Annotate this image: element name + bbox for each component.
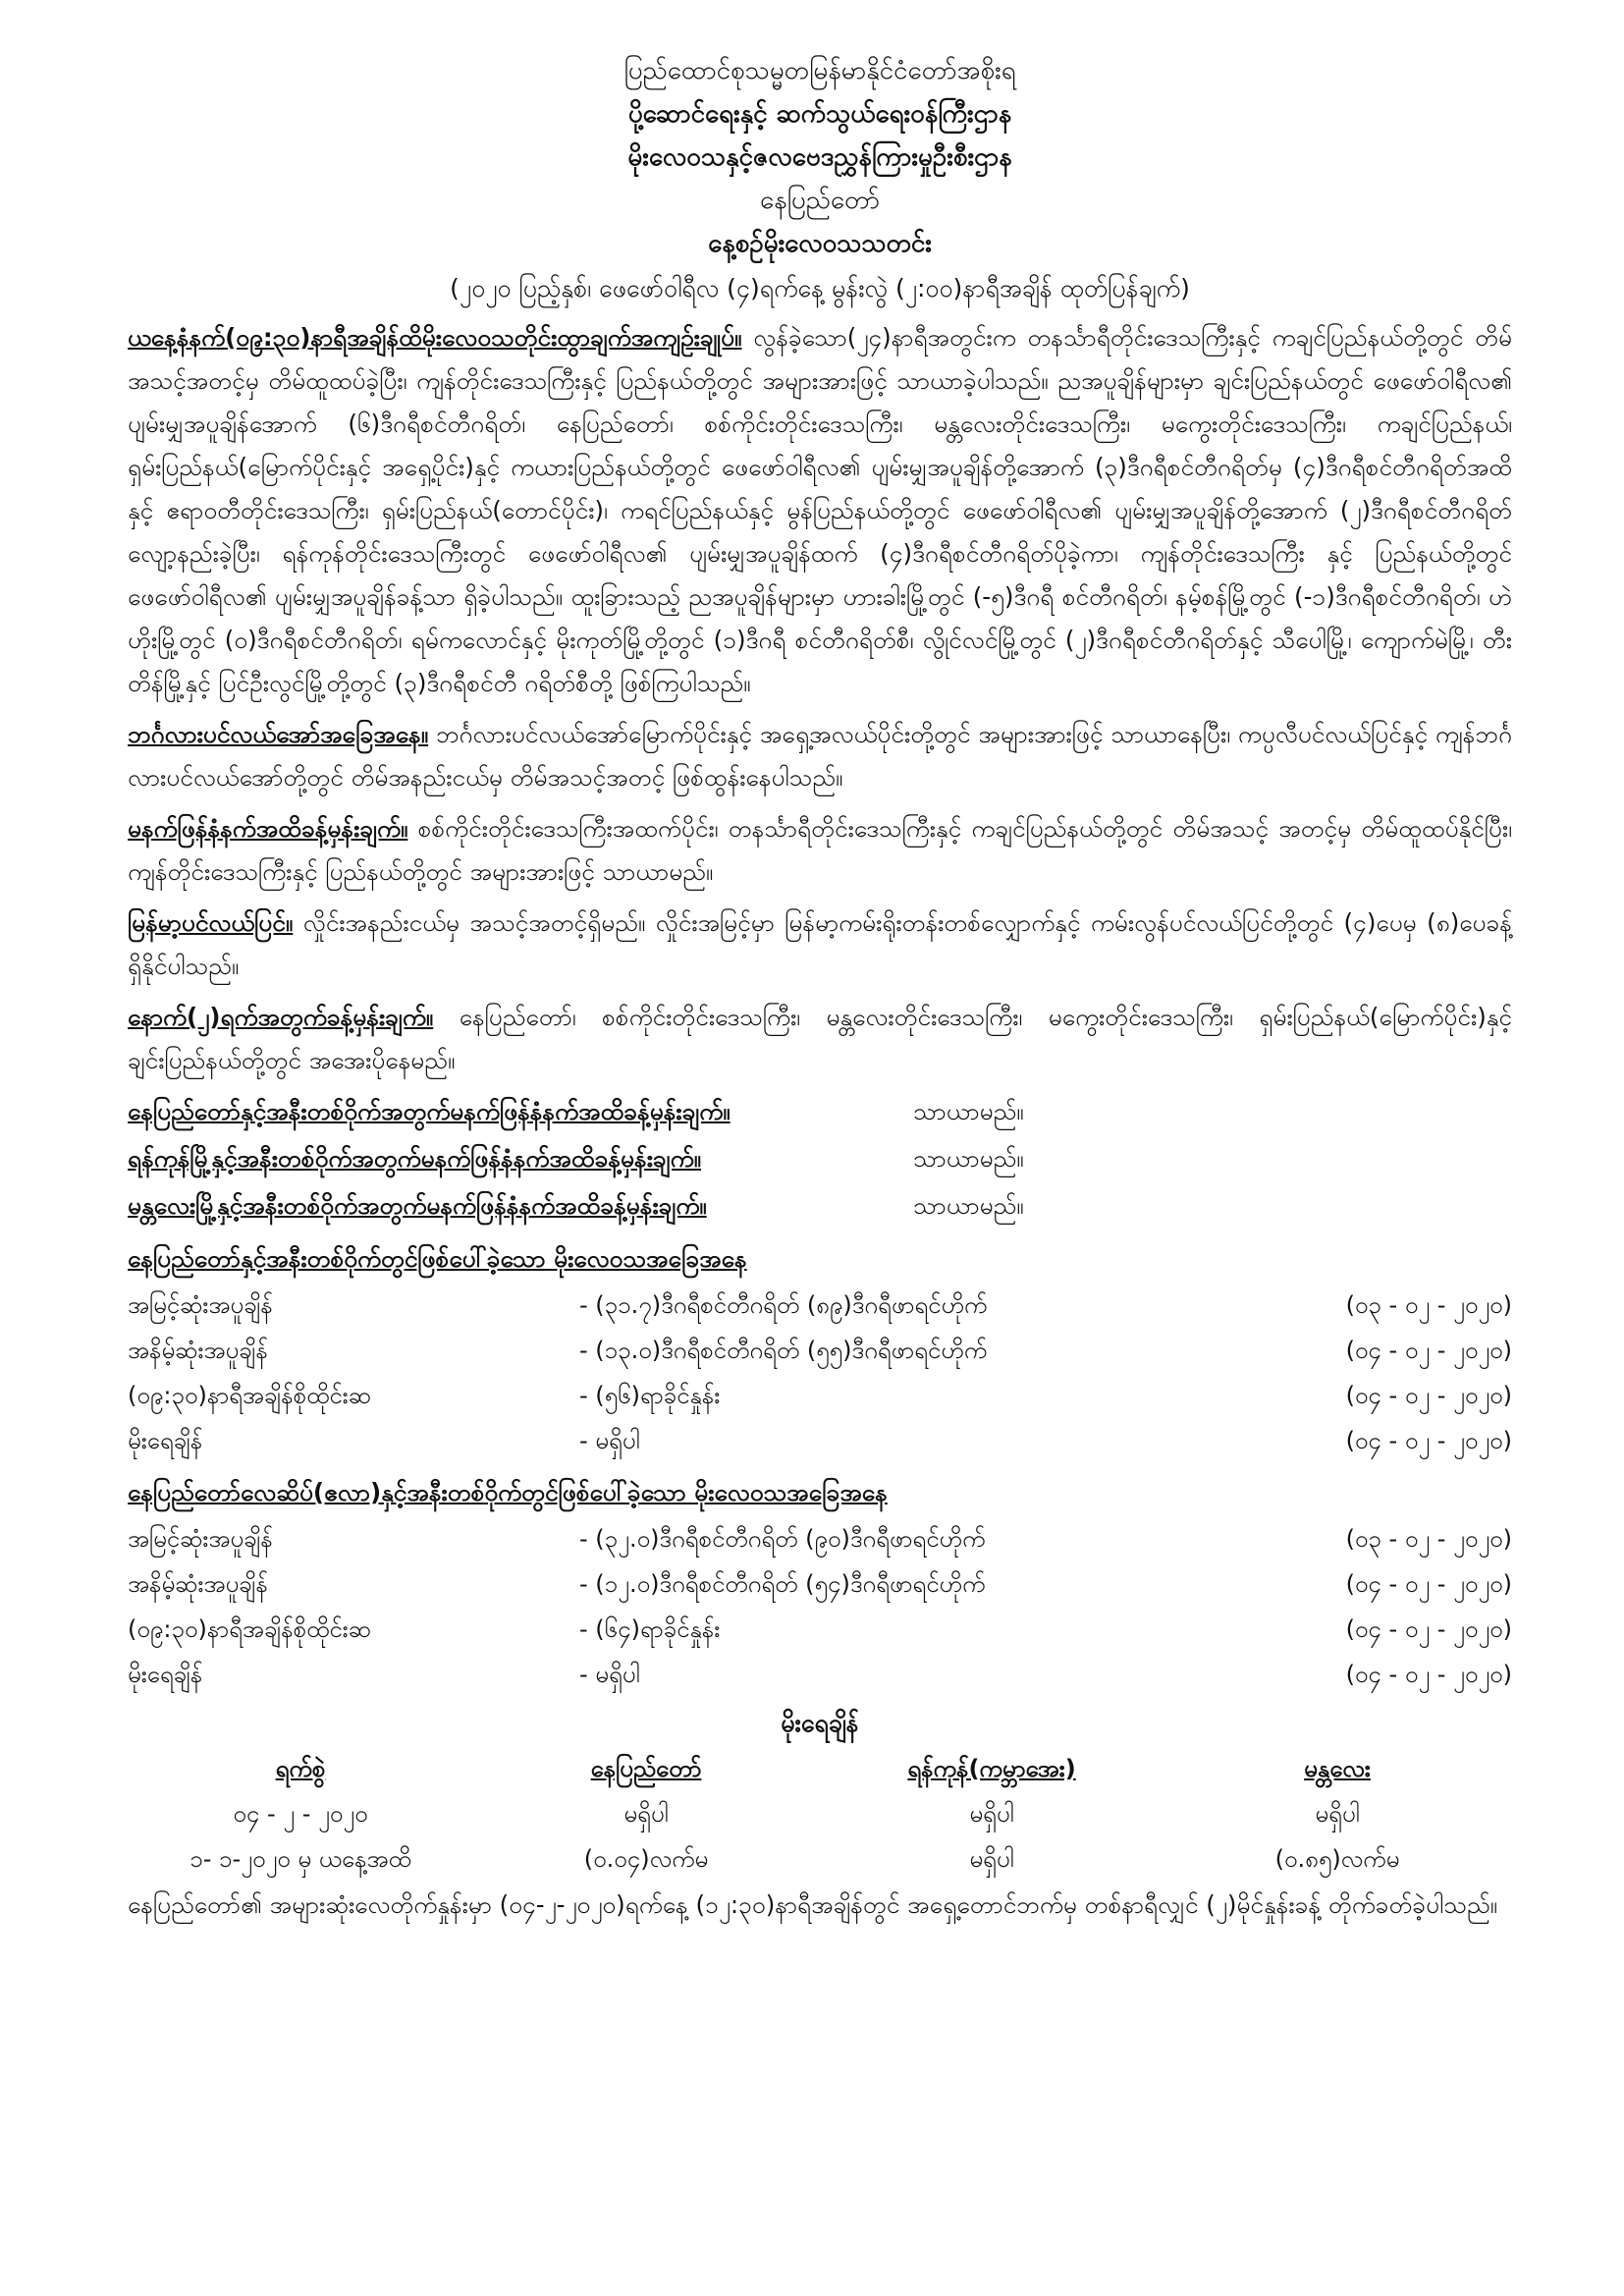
record-value: - မရှိပါ: [579, 1427, 640, 1454]
record-row: [128, 1561, 1512, 1607]
bulletin-page: [128, 49, 1512, 1927]
airport-records-table: [128, 1516, 1512, 1697]
bay-heading: ဘင်္ဂလားပင်လယ်အော်အခြေအနေ။: [128, 720, 429, 748]
record-label: (၀၉:၃၀)နာရီအချိန်စိုထိုင်းဆ: [128, 1382, 371, 1409]
city-forecast-mandalay: [128, 1182, 1512, 1230]
record-label: အမြင့်ဆုံးအပူချိန်: [128, 1291, 273, 1319]
rainfall-cell: ၁- ၁-၂၀၂၀ မှ ယနေ့အထိ: [189, 1845, 411, 1873]
city-forecast-label: ရန်ကုန်မြို့နှင့်အနီးတစ်ဝိုက်အတွက်မနက်ဖြန်နံနက်အထိခန့်မှန်းချက်။: [128, 1144, 701, 1173]
sea-heading: မြန်မာ့ပင်လယ်ပြင်။: [128, 908, 294, 937]
record-row: [128, 1607, 1512, 1652]
record-date: (၀၄ - ၀၂ - ၂၀၂၀): [1345, 1427, 1512, 1454]
city-forecast-value: သာယာမည်။: [913, 1097, 1024, 1125]
outlook-text: နေပြည်တော်၊ စစ်ကိုင်းတိုင်းဒေသကြီး၊ မန္တလေးတိုင်းဒေသကြီး၊ မကွေးတိုင်းဒေသကြီး၊ ရှမ်းပြည်နယ်(မြောက်ပိုင်း)နှင့် ချင်းပြည်နယ်တို့တွင် အအေးပိုနေမည်။: [128, 1003, 1512, 1074]
record-date: (၀၄ - ၀၂ - ၂၀၂၀): [1345, 1382, 1512, 1409]
npt-records-title: နေပြည်တော်နှင့်အနီးတစ်ဝိုက်တွင်ဖြစ်ပေါ်ခဲ့သော မိုးလေဝသအခြေအနေ: [128, 1244, 747, 1273]
record-label: အနိမ့်ဆုံးအပူချိန်: [128, 1337, 268, 1364]
record-date: (၀၃ - ၀၂ - ၂၀၂၀): [1345, 1525, 1512, 1553]
rainfall-header-row: [128, 1746, 1512, 1791]
rainfall-cell: မရှိပါ: [1315, 1800, 1360, 1828]
airport-records-title: နေပြည်တော်လေဆိပ်(ဧလာ)နှင့်အနီးတစ်ဝိုက်တွင်ဖြစ်ပေါ်ခဲ့သော မိုးလေဝသအခြေအနေ: [128, 1478, 888, 1506]
outlook-paragraph: [128, 996, 1512, 1082]
record-row: [128, 1652, 1512, 1697]
wind-note: နေပြည်တော်၏ အများဆုံးလေတိုက်နှုန်းမှာ (၀၄-၂-၂၀၂၀)ရက်နေ့ (၁၂:၃၀)နာရီအချိန်တွင် အရှေ့တောင်ဘက်မှ တစ်နာရီလျှင် (၂)မိုင်နှုန်းခန့် တိုက်ခတ်ခဲ့ပါသည်။: [128, 1890, 1498, 1919]
rainfall-cell: (၀.၈၅)လက်မ: [1274, 1845, 1400, 1873]
rainfall-title: မိုးရေချိန်: [781, 1709, 859, 1737]
record-label: (၀၉:၃၀)နာရီအချိန်စိုထိုင်းဆ: [128, 1615, 371, 1643]
record-row: [128, 1418, 1512, 1463]
issue-time: (၂၀၂၀ ပြည့်နှစ်၊ ဖေဖော်ဝါရီလ (၄)ရက်နေ့ မွန်းလွဲ (၂:၀၀)နာရီအချိန် ထုတ်ပြန်ချက်): [450, 274, 1190, 302]
record-label: မိုးရေချိန်: [128, 1661, 203, 1688]
city-forecast-naypyitaw: [128, 1088, 1512, 1135]
location: နေပြည်တော်: [759, 186, 881, 215]
rainfall-header-cell: ရက်စွဲ: [275, 1755, 326, 1782]
record-row: [128, 1373, 1512, 1418]
city-forecast-yangon: [128, 1135, 1512, 1182]
city-forecast-label: နေပြည်တော်နှင့်အနီးတစ်ဝိုက်အတွက်မနက်ဖြန်နံနက်အထိခန့်မှန်းချက်။: [128, 1097, 731, 1125]
record-value: - (၆၄)ရာခိုင်နှုန်း: [579, 1615, 721, 1643]
rainfall-header-cell: ရန်ကုန်(ကမ္ဘာအေး): [907, 1755, 1076, 1782]
record-date: (၀၄ - ၀၂ - ၂၀၂၀): [1345, 1615, 1512, 1643]
bay-paragraph: [128, 713, 1512, 799]
rainfall-cell: (၀.၀၄)လက်မ: [583, 1845, 709, 1873]
bulletin-title: နေ့စဉ်မိုးလေဝသသတင်း: [708, 229, 932, 258]
record-row: [128, 1283, 1512, 1328]
record-value: - (၁၂.၀)ဒီဂရီစင်တီဂရိတ် (၅၄)ဒီဂရီဖာရင်ဟိုက်: [579, 1570, 986, 1598]
npt-records-table: [128, 1283, 1512, 1463]
rainfall-row: [128, 1836, 1512, 1882]
city-forecasts: [128, 1088, 1512, 1230]
record-date: (၀၃ - ၀၂ - ၂၀၂၀): [1345, 1291, 1512, 1319]
government-name: ပြည်ထောင်စုသမ္မတမြန်မာနိုင်ငံတော်အစိုးရ: [623, 56, 1016, 85]
rainfall-header-cell: နေပြည်တော်: [590, 1755, 702, 1782]
ministry-name: ပို့ဆောင်ရေးနှင့် ဆက်သွယ်ရေးဝန်ကြီးဌာန: [627, 99, 1012, 129]
synopsis-text: လွန်ခဲ့သော(၂၄)နာရီအတွင်းက တနင်္သာရီတိုင်းဒေသကြီးနှင့် ကချင်ပြည်နယ်တို့တွင် တိမ်အသင့်အတင့်မှ တိမ်ထူထပ်ခဲ့ပြီး၊ ကျန်တိုင်းဒေသကြီးနှင့် ပြည်နယ်တို့တွင် အများအားဖြင့် သာယာခဲ့ပါသည်။ ညအပူချိန်များမှာ ချင်းပြည်နယ်တွင် ဖေဖော်ဝါရီလ၏ ပျမ်းမျှအပူချိန်အောက် (၆)ဒီဂရီစင်တီဂရိတ်၊ နေပြည်တော်၊ စစ်ကိုင်းတိုင်းဒေသကြီး၊ မန္တလေးတိုင်းဒေသကြီး၊ မကွေးတိုင်းဒေသကြီး၊ ကချင်ပြည်နယ်၊ ရှမ်းပြည်နယ်(မြောက်ပိုင်းနှင့် အရှေ့ပိုင်း)နှင့် ကယားပြည်နယ်တို့တွင် ဖေဖော်ဝါရီလ၏ ပျမ်းမျှအပူချိန်တို့အောက် (၃)ဒီဂရီစင်တီဂရိတ်မှ (၄)ဒီဂရီစင်တီဂရိတ်အထိနှင့် ဧရာဝတီတိုင်းဒေသကြီး၊ ရှမ်းပြည်နယ်(တောင်ပိုင်း)၊ ကရင်ပြည်နယ်နှင့် မွန်ပြည်နယ်တို့တွင် ဖေဖော်ဝါရီလ၏ ပျမ်းမျှအပူချိန်တို့အောက် (၂)ဒီဂရီစင်တီဂရိတ် လျော့နည်းခဲ့ပြီး၊ ရန်ကုန်တိုင်းဒေသကြီးတွင် ဖေဖော်ဝါရီလ၏ ပျမ်းမျှအပူချိန်ထက် (၄)ဒီဂရီစင်တီဂရိတ်ပိုခဲ့ကာ၊ ကျန်တိုင်းဒေသကြီး နှင့် ပြည်နယ်တို့တွင် ဖေဖော်ဝါရီလ၏ ပျမ်းမျှအပူချိန်ခန့်သာ ရှိခဲ့ပါသည်။ ထူးခြားသည့် ညအပူချိန်များမှာ ဟားခါးမြို့တွင် (-၅)ဒီဂရီ စင်တီဂရိတ်၊ နမ့်စန်မြို့တွင် (-၁)ဒီဂရီစင်တီဂရိတ်၊ ဟဲဟိုးမြို့တွင် (၀)ဒီဂရီစင်တီဂရိတ်၊ ရမ်ကလောင်နှင့် မိုးကုတ်မြို့တို့တွင် (၁)ဒီဂရီ စင်တီဂရိတ်စီ၊ လွိုင်လင်မြို့တွင် (၂)ဒီဂရီစင်တီဂရိတ်နှင့် သီပေါမြို့၊ ကျောက်မဲမြို့၊ တီးတိန်မြို့နှင့် ပြင်ဦးလွင်မြို့တို့တွင် (၃)ဒီဂရီစင်တီ ဂရိတ်စီတို့ ဖြစ်ကြပါသည်။: [128, 323, 1512, 697]
city-forecast-value: သာယာမည်။: [913, 1191, 1024, 1220]
rainfall-row: [128, 1791, 1512, 1836]
record-row: [128, 1516, 1512, 1561]
outlook-heading: နောက်(၂)ရက်အတွက်ခန့်မှန်းချက်။: [128, 1003, 434, 1031]
city-forecast-value: သာယာမည်။: [913, 1144, 1024, 1173]
record-value: - မရှိပါ: [579, 1661, 640, 1688]
header: [128, 49, 1512, 265]
city-forecast-label: မန္တလေးမြို့နှင့်အနီးတစ်ဝိုက်အတွက်မနက်ဖြန်နံနက်အထိခန့်မှန်းချက်။: [128, 1191, 707, 1220]
record-label: အမြင့်ဆုံးအပူချိန်: [128, 1525, 273, 1553]
rainfall-cell: ၀၄ - ၂ - ၂၀၂၀: [233, 1800, 368, 1828]
rainfall-cell: မရှိပါ: [623, 1800, 669, 1828]
forecast-paragraph: [128, 807, 1512, 894]
record-date: (၀၄ - ၀၂ - ၂၀၂၀): [1345, 1661, 1512, 1688]
record-value: - (၃၁.၇)ဒီဂရီစင်တီဂရိတ် (၈၉)ဒီဂရီဖာရင်ဟိုက်: [579, 1291, 988, 1319]
record-value: - (၁၃.၀)ဒီဂရီစင်တီဂရိတ် (၅၅)ဒီဂရီဖာရင်ဟိုက်: [579, 1337, 988, 1364]
record-value: - (၃၂.၀)ဒီဂရီစင်တီဂရိတ် (၉၀)ဒီဂရီဖာရင်ဟိုက်: [579, 1525, 986, 1553]
forecast-heading: မနက်ဖြန်နံနက်အထိခန့်မှန်းချက်။: [128, 814, 408, 843]
record-value: - (၅၆)ရာခိုင်နှုန်း: [579, 1382, 721, 1409]
synopsis-paragraph: [128, 316, 1512, 705]
department-name: မိုးလေဝသနှင့်ဇလဗေဒညွှန်ကြားမှုဦးစီးဌာန: [627, 142, 1012, 172]
record-row: [128, 1328, 1512, 1373]
bay-text: ဘင်္ဂလားပင်လယ်အော်မြောက်ပိုင်းနှင့် အရှေ့အလယ်ပိုင်းတို့တွင် အများအားဖြင့် သာယာနေပြီး၊ ကပ္ပလီပင်လယ်ပြင်နှင့် ကျန်ဘင်္ဂလားပင်လယ်အော်တို့တွင် တိမ်အနည်းငယ်မှ တိမ်အသင့်အတင့် ဖြစ်ထွန်းနေပါသည်။: [128, 720, 1512, 792]
sea-paragraph: [128, 902, 1512, 988]
sea-text: လှိုင်းအနည်းငယ်မှ အသင့်အတင့်ရှိမည်။ လှိုင်းအမြင့်မှာ မြန်မာ့ကမ်းရိုးတန်းတစ်လျှောက်နှင့် ကမ်းလွန်ပင်လယ်ပြင်တို့တွင် (၄)ပေမှ (၈)ပေခန့် ရှိနိုင်ပါသည်။: [128, 908, 1512, 980]
record-date: (၀၄ - ၀၂ - ၂၀၂၀): [1345, 1570, 1512, 1598]
rainfall-cell: မရှိပါ: [969, 1845, 1014, 1873]
record-date: (၀၄ - ၀၂ - ၂၀၂၀): [1345, 1337, 1512, 1364]
record-label: မိုးရေချိန်: [128, 1427, 203, 1454]
record-label: အနိမ့်ဆုံးအပူချိန်: [128, 1570, 268, 1598]
forecast-text: စစ်ကိုင်းတိုင်းဒေသကြီးအထက်ပိုင်း၊ တနင်္သာရီတိုင်းဒေသကြီးနှင့် ကချင်ပြည်နယ်တို့တွင် တိမ်အသင့် အတင့်မှ တိမ်ထူထပ်နိုင်ပြီး၊ ကျန်တိုင်းဒေသကြီးနှင့် ပြည်နယ်တို့တွင် အများအားဖြင့် သာယာမည်။: [128, 814, 1512, 886]
synopsis-heading: ယနေ့နံနက်(၀၉:၃၀)နာရီအချိန်ထိမိုးလေဝသတိုင်းထွာချက်အကျဉ်းချုပ်။: [128, 323, 742, 352]
rainfall-cell: မရှိပါ: [969, 1800, 1014, 1828]
rainfall-header-cell: မန္တလေး: [1304, 1755, 1371, 1782]
rainfall-table: [128, 1746, 1512, 1882]
